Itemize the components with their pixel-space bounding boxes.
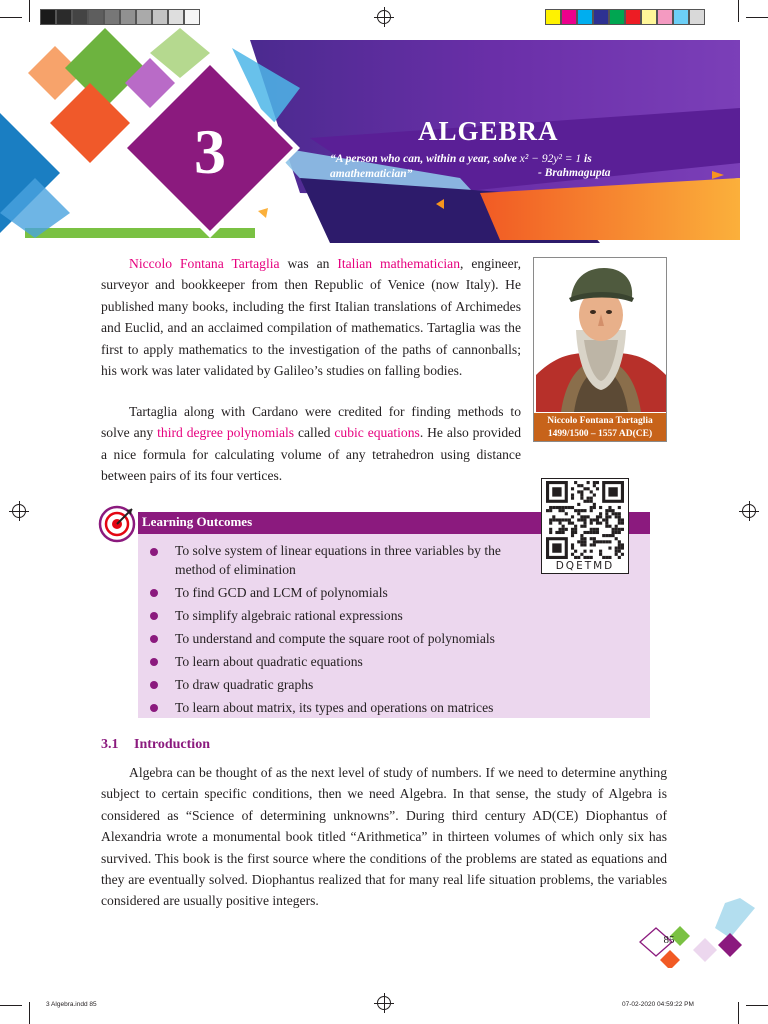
second-text-1: Tartaglia along with Cardano were credited for finding methods to solve any <box>101 404 521 441</box>
crop-mark <box>746 17 768 18</box>
qr-code-image <box>545 481 625 559</box>
cubic-equations-link[interactable]: cubic equations <box>334 425 420 441</box>
quote-author: - Brahmagupta <box>538 167 611 179</box>
second-paragraph <box>101 401 521 487</box>
caption-dates: 1499/1500 – 1557 AD(CE) <box>547 428 653 439</box>
outcome-item: To learn about quadratic equations <box>146 650 536 673</box>
portrait-caption <box>534 413 666 441</box>
footer-file-info: 3 Algebra.indd 85 <box>46 1001 97 1008</box>
qr-code-label: DQETMD <box>555 560 615 572</box>
registration-mark-left <box>12 504 26 518</box>
registration-mark-bottom <box>377 996 391 1010</box>
bullet-icon <box>150 681 158 689</box>
crop-mark <box>29 1002 30 1024</box>
crop-mark <box>746 1005 768 1006</box>
bullet-icon <box>150 589 158 597</box>
crop-mark <box>0 1005 22 1006</box>
page-number-decoration <box>630 898 760 968</box>
tartaglia-portrait <box>533 257 667 442</box>
registration-mark-top <box>377 10 391 24</box>
bullet-icon <box>150 658 158 666</box>
intro-text-1: was an <box>279 256 338 271</box>
crop-mark <box>738 0 739 22</box>
section-number: 3.1 <box>101 737 119 752</box>
quote-is: is <box>584 153 592 165</box>
second-text-3: . He also provided a nice formula for calculating volume of any tetrahedron using distance between pairs of its four vertices. <box>101 425 522 484</box>
chapter-number: 3 <box>194 116 226 187</box>
learning-outcomes-title: Learning Outcomes <box>142 514 253 529</box>
outcome-item: To simplify algebraic rational expressions <box>146 604 536 627</box>
chapter-banner <box>0 28 740 243</box>
learning-outcomes-list <box>146 540 536 720</box>
quote-text: “A person who can, within a year, solve <box>330 153 517 165</box>
intro-text-2: , engineer, surveyor and bookkeeper from then Republic of Venice (now Italy). He published many books, including the first Italian translations of Archimedes and Euclid, and an acclaimed compilation of mathematics. Tartaglia was the first to apply mathematics to the investigation of the paths of cannonballs; his work was later validated by Galileo’s studies on falling bodies. <box>101 256 521 379</box>
second-text-2: called <box>294 425 335 441</box>
chapter-title: ALGEBRA <box>418 116 559 146</box>
registration-mark-right <box>742 504 756 518</box>
quote-equation: x² − 92y² = 1 <box>519 153 582 165</box>
page-number: 85 <box>663 934 675 946</box>
intro-paragraph <box>101 253 521 381</box>
grayscale-color-bar <box>40 9 200 25</box>
cmyk-color-bar <box>545 9 705 25</box>
outcome-item: To understand and compute the square root of polynomials <box>146 627 536 650</box>
crop-mark <box>29 0 30 22</box>
section-body <box>101 762 667 912</box>
tartaglia-link[interactable]: Niccolo Fontana Tartaglia <box>129 256 280 271</box>
portrait-illustration <box>536 260 666 412</box>
outcome-item: To learn about matrix, its types and operations on matrices <box>146 696 536 719</box>
bullet-icon <box>150 635 158 643</box>
target-icon <box>98 505 136 543</box>
crop-mark <box>0 17 22 18</box>
outcome-item: To find GCD and LCM of polynomials <box>146 581 536 604</box>
third-degree-polynomials-link[interactable]: third degree polynomials <box>157 425 295 441</box>
outcome-item: To solve system of linear equations in three variables by the method of elimination <box>146 540 536 579</box>
bullet-icon <box>150 704 158 712</box>
footer-timestamp: 07-02-2020 04:59:22 PM <box>622 1001 694 1008</box>
quote-line2: amathematician” <box>330 168 413 180</box>
bullet-icon <box>150 612 158 620</box>
italian-mathematician-link[interactable]: Italian mathematician <box>337 256 461 271</box>
qr-code[interactable] <box>541 478 629 574</box>
caption-name: Niccolo Fontana Tartaglia <box>547 416 653 426</box>
section-body-text: Algebra can be thought of as the next level of study of numbers. If we need to determine anything subject to certain specific conditions, then we need Algebra. In that sense, the study of Algebra is considered as “Science of determining unknowns”. During third century AD(CE) Diophantus of Alexandria wrote a monumental book titled “Arithmetica” in thirteen volumes of which only six has survived. This book is the first source where the conditions of the problems are stated as equations and they are eventually solved. Diophantus realized that for many real life situation problems, the variables considered are usually positive integers. <box>101 765 667 909</box>
crop-mark <box>738 1002 739 1024</box>
bullet-icon <box>150 548 158 556</box>
banner-graphic <box>0 28 740 243</box>
outcome-item: To draw quadratic graphs <box>146 673 536 696</box>
section-title: Introduction <box>134 737 210 752</box>
